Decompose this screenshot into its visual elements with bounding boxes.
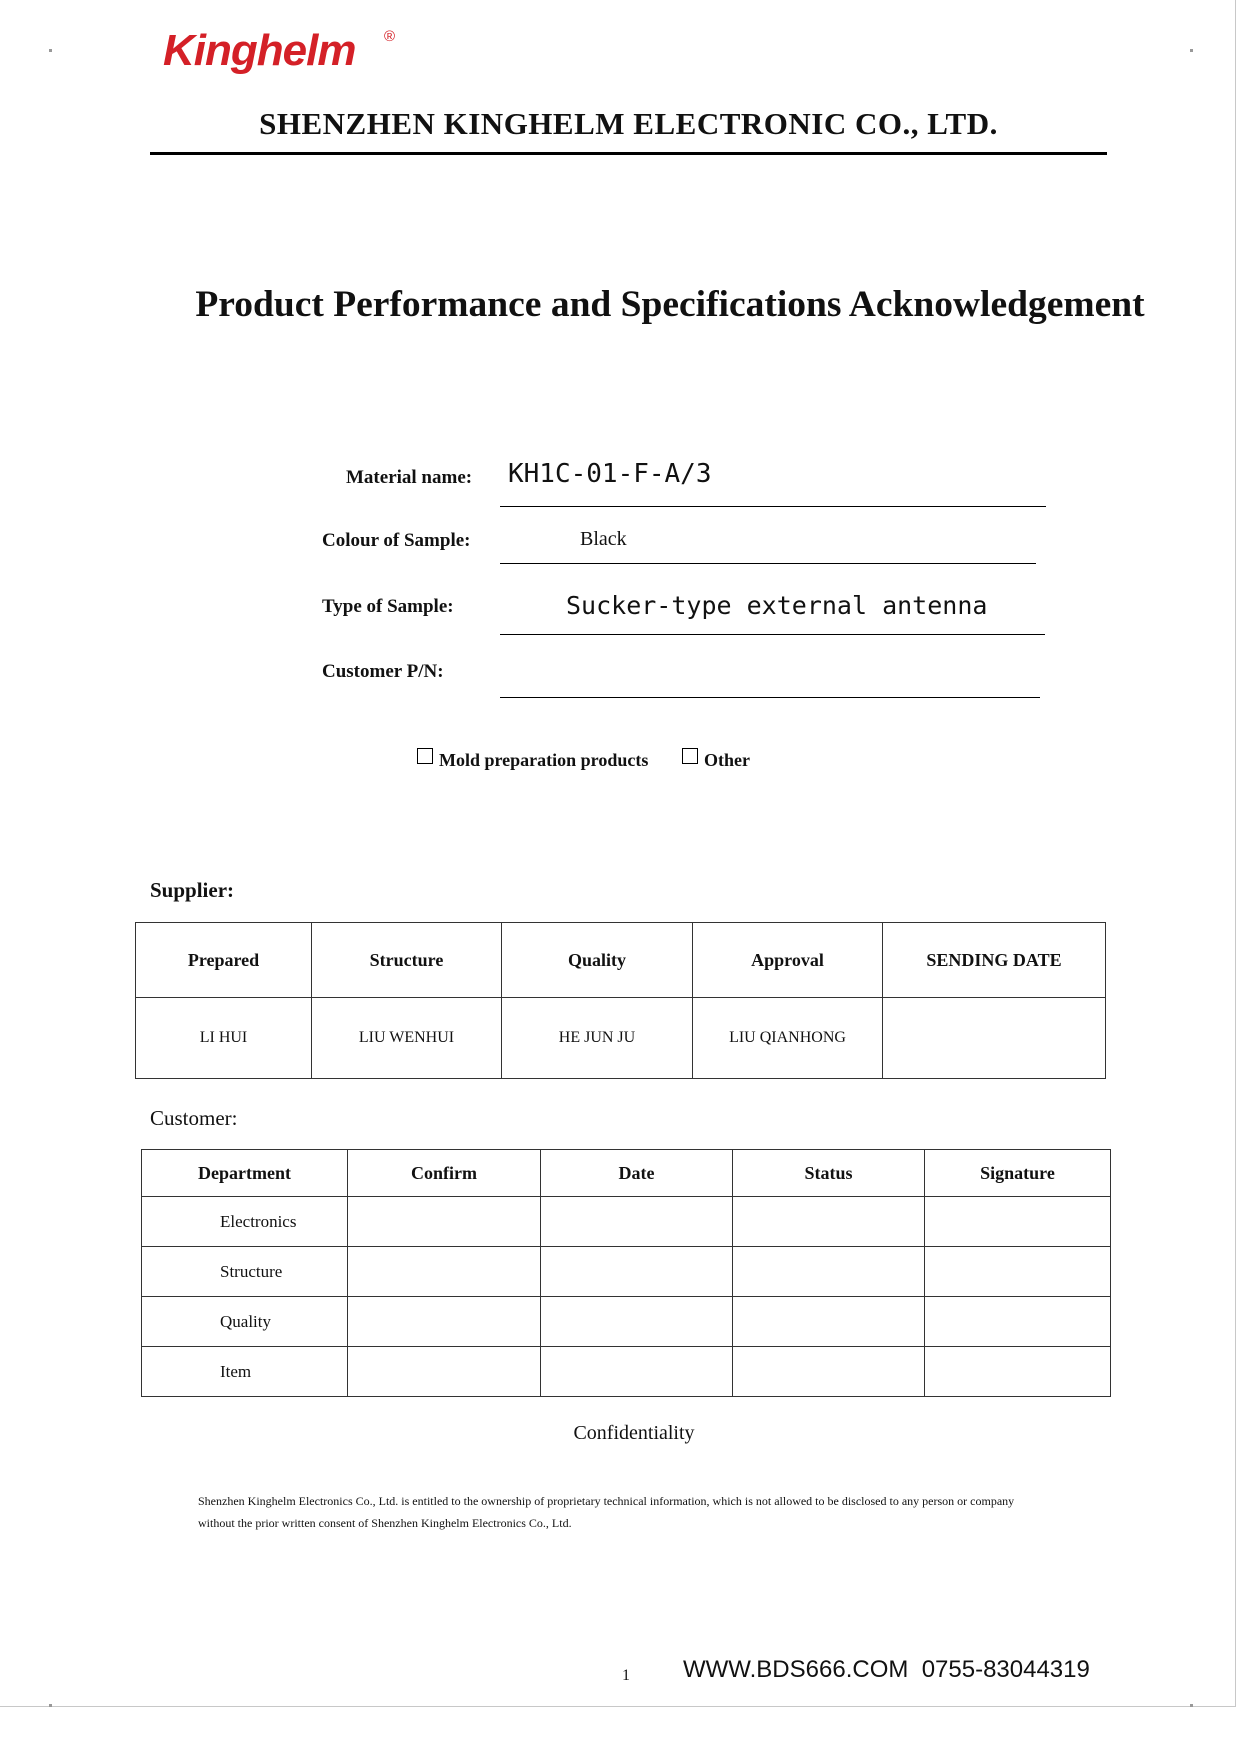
date-cell[interactable] bbox=[541, 1297, 733, 1347]
footer-site-contact: WWW.BDS666.COM 0755-83044319 bbox=[683, 1656, 1090, 1683]
corner-mark bbox=[49, 49, 52, 52]
table-row bbox=[142, 1197, 1111, 1247]
registered-mark: ® bbox=[384, 28, 396, 45]
customer-dept-item: Item bbox=[142, 1347, 348, 1397]
supplier-header-sending-date: SENDING DATE bbox=[883, 923, 1106, 998]
other-label: Other bbox=[704, 750, 750, 770]
type-underline bbox=[500, 634, 1045, 635]
company-logo: Kinghelm bbox=[163, 26, 356, 75]
supplier-label: Supplier: bbox=[150, 878, 235, 902]
table-row bbox=[142, 1347, 1111, 1397]
mold-preparation-label: Mold preparation products bbox=[439, 750, 649, 770]
customer-dept-electronics: Electronics bbox=[142, 1197, 348, 1247]
page-number: 1 bbox=[622, 1667, 630, 1684]
type-label: Type of Sample: bbox=[322, 596, 454, 617]
confidentiality-line-1: Shenzhen Kinghelm Electronics Co., Ltd. is entitled to the ownership of proprietary technical information, which is not allowed to be disclosed to any person or company bbox=[198, 1494, 1015, 1508]
supplier-quality-name: HE JUN JU bbox=[502, 998, 693, 1079]
supplier-approval-name: LIU QIANHONG bbox=[693, 998, 883, 1079]
signature-cell[interactable] bbox=[925, 1197, 1111, 1247]
customer-header-signature: Signature bbox=[925, 1150, 1111, 1197]
date-cell[interactable] bbox=[541, 1347, 733, 1397]
confidentiality-title: Confidentiality bbox=[573, 1422, 695, 1444]
colour-underline bbox=[500, 563, 1036, 564]
customer-header-confirm: Confirm bbox=[348, 1150, 541, 1197]
material-name-underline bbox=[500, 506, 1046, 507]
corner-mark bbox=[1190, 1704, 1193, 1707]
signature-cell[interactable] bbox=[925, 1347, 1111, 1397]
customer-label: Customer: bbox=[150, 1106, 238, 1130]
document-title: Product Performance and Specifications Acknowledgement bbox=[195, 284, 1145, 325]
customer-dept-structure: Structure bbox=[142, 1247, 348, 1297]
signature-cell[interactable] bbox=[925, 1247, 1111, 1297]
supplier-table bbox=[135, 922, 1106, 1079]
mold-preparation-checkbox[interactable] bbox=[417, 748, 433, 764]
colour-label: Colour of Sample: bbox=[322, 530, 471, 551]
customer-header-date: Date bbox=[541, 1150, 733, 1197]
status-cell[interactable] bbox=[733, 1297, 925, 1347]
confirm-cell[interactable] bbox=[348, 1347, 541, 1397]
supplier-prepared-name: LI HUI bbox=[136, 998, 312, 1079]
supplier-header-row bbox=[136, 923, 1106, 998]
material-name-value: KH1C-01-F-A/3 bbox=[508, 459, 712, 489]
supplier-header-structure: Structure bbox=[312, 923, 502, 998]
corner-mark bbox=[49, 1704, 52, 1707]
confidentiality-line-2: without the prior written consent of Shenzhen Kinghelm Electronics Co., Ltd. bbox=[198, 1516, 572, 1530]
supplier-header-quality: Quality bbox=[502, 923, 693, 998]
date-cell[interactable] bbox=[541, 1197, 733, 1247]
company-name: SHENZHEN KINGHELM ELECTRONIC CO., LTD. bbox=[259, 106, 998, 141]
status-cell[interactable] bbox=[733, 1347, 925, 1397]
customer-pn-underline bbox=[500, 697, 1040, 698]
confirm-cell[interactable] bbox=[348, 1197, 541, 1247]
customer-dept-quality: Quality bbox=[142, 1297, 348, 1347]
colour-value: Black bbox=[580, 528, 627, 550]
material-name-label: Material name: bbox=[346, 467, 473, 488]
status-cell[interactable] bbox=[733, 1247, 925, 1297]
table-row bbox=[142, 1247, 1111, 1297]
signature-cell[interactable] bbox=[925, 1297, 1111, 1347]
other-checkbox[interactable] bbox=[682, 748, 698, 764]
corner-mark bbox=[1190, 49, 1193, 52]
confirm-cell[interactable] bbox=[348, 1247, 541, 1297]
customer-pn-label: Customer P/N: bbox=[322, 661, 444, 682]
table-row bbox=[142, 1297, 1111, 1347]
customer-header-row bbox=[142, 1150, 1111, 1197]
header-divider bbox=[150, 152, 1107, 155]
supplier-name-row bbox=[136, 998, 1106, 1079]
customer-table bbox=[141, 1149, 1111, 1397]
confidentiality-notice bbox=[198, 1490, 1148, 1534]
supplier-header-prepared: Prepared bbox=[136, 923, 312, 998]
supplier-header-approval: Approval bbox=[693, 923, 883, 998]
supplier-sending-date-value bbox=[883, 998, 1106, 1079]
customer-header-status: Status bbox=[733, 1150, 925, 1197]
supplier-structure-name: LIU WENHUI bbox=[312, 998, 502, 1079]
confirm-cell[interactable] bbox=[348, 1297, 541, 1347]
date-cell[interactable] bbox=[541, 1247, 733, 1297]
type-value: Sucker-type external antenna bbox=[566, 591, 988, 620]
status-cell[interactable] bbox=[733, 1197, 925, 1247]
customer-header-department: Department bbox=[142, 1150, 348, 1197]
